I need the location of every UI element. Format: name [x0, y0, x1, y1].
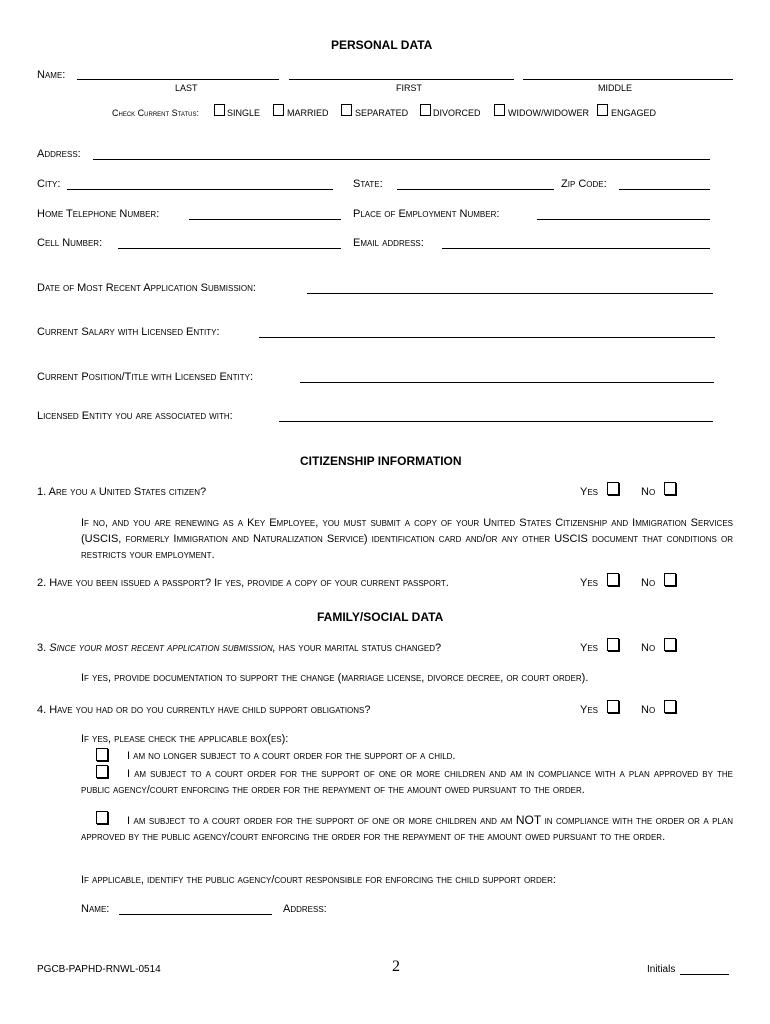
last-name-field[interactable] — [77, 79, 279, 80]
opt3-part-a: I am subject to a court order for the support of one or more children and am — [127, 815, 513, 827]
q4-no-checkbox[interactable] — [664, 700, 676, 713]
q2-no-label: No — [641, 577, 656, 589]
recent-submission-field[interactable] — [307, 293, 713, 294]
state-field[interactable] — [397, 189, 554, 190]
recent-submission-label: Date of Most Recent Application Submission: — [37, 282, 256, 294]
status-widow-label: WIDOW/WIDOWER — [508, 108, 589, 118]
child-support-opt1-checkbox[interactable] — [96, 748, 108, 761]
status-label: Check Current Status: — [112, 108, 199, 118]
agency-name-field[interactable] — [119, 914, 272, 915]
q3-italic: Since your most recent application submission, — [49, 642, 276, 654]
q3-yes-checkbox[interactable] — [607, 638, 619, 651]
status-single-checkbox[interactable] — [214, 104, 225, 116]
last-caption: LAST — [175, 83, 198, 93]
entity-label: Licensed Entity you are associated with: — [37, 410, 233, 422]
status-married-label: MARRIED — [287, 108, 329, 118]
initials-field[interactable] — [680, 974, 729, 975]
q3-rest: has your marital status changed? — [278, 642, 442, 654]
q3-text — [37, 642, 441, 654]
middle-name-field[interactable] — [523, 79, 733, 80]
city-field[interactable] — [67, 189, 333, 190]
state-label: State: — [353, 178, 383, 190]
middle-caption: MIDDLE — [598, 83, 633, 93]
email-field[interactable] — [442, 248, 710, 249]
form-code: PGCB-PAPHD-RNWL-0514 — [37, 964, 161, 975]
initials-label: Initials — [647, 964, 676, 975]
q2-no-checkbox[interactable] — [664, 573, 676, 586]
child-support-opt1-text: I am no longer subject to a court order for the support of a child. — [127, 750, 456, 762]
first-name-field[interactable] — [289, 79, 514, 80]
salary-field[interactable] — [259, 337, 715, 338]
address-field[interactable] — [93, 159, 710, 160]
q3-no-label: No — [641, 642, 656, 654]
salary-label: Current Salary with Licensed Entity: — [37, 326, 220, 338]
city-label: City: — [37, 178, 61, 190]
entity-field[interactable] — [279, 421, 713, 422]
cell-field[interactable] — [118, 248, 341, 249]
q4-instruction: If yes, please check the applicable box(es): — [81, 733, 289, 745]
employment-phone-label: Place of Employment Number: — [353, 208, 500, 220]
q2-yes-label: Yes — [580, 577, 599, 589]
q1-text: 1. Are you a United States citizen? — [37, 486, 207, 498]
cell-label: Cell Number: — [37, 237, 103, 249]
status-single-label: SINGLE — [227, 108, 261, 118]
status-widow-checkbox[interactable] — [494, 104, 505, 116]
employment-phone-field[interactable] — [537, 219, 710, 220]
name-label: Name: — [37, 69, 66, 81]
status-separated-label: SEPARATED — [355, 108, 409, 118]
status-divorced-checkbox[interactable] — [420, 104, 431, 116]
status-engaged-label: ENGAGED — [611, 108, 657, 118]
q1-no-label: No — [641, 486, 656, 498]
position-field[interactable] — [300, 382, 714, 383]
first-caption: FIRST — [396, 83, 422, 93]
status-separated-checkbox[interactable] — [341, 104, 352, 116]
zip-label: Zip Code: — [561, 178, 607, 190]
q4-yes-checkbox[interactable] — [607, 700, 619, 713]
family-heading: FAMILY/SOCIAL DATA — [317, 610, 444, 624]
address-label: Address: — [37, 148, 81, 160]
citizenship-heading: CITIZENSHIP INFORMATION — [300, 454, 462, 468]
agency-name-label: Name: — [81, 903, 110, 915]
q4-yes-label: Yes — [580, 704, 599, 716]
page-title: PERSONAL DATA — [331, 38, 433, 52]
position-label: Current Position/Title with Licensed Entity: — [37, 371, 254, 383]
q1-no-checkbox[interactable] — [664, 482, 676, 495]
q3-note: If yes, provide documentation to support the change (marriage license, divorce decree, or court order). — [81, 672, 589, 684]
q3-yes-label: Yes — [580, 642, 599, 654]
home-phone-label: Home Telephone Number: — [37, 208, 160, 220]
zip-field[interactable] — [619, 189, 710, 190]
status-engaged-checkbox[interactable] — [597, 104, 608, 116]
status-divorced-label: DIVORCED — [433, 108, 481, 118]
q3-number: 3. — [37, 642, 47, 654]
email-label: Email address: — [353, 237, 424, 249]
agency-address-label: Address: — [283, 903, 327, 915]
q4-text: 4. Have you had or do you currently have child support obligations? — [37, 704, 371, 716]
q1-note: If no, and you are renewing as a Key Employee, you must submit a copy of your United States Citizenship and Immigration Services (USCIS, formerly Immigration and Naturalization Service) identification card and/or any other USCIS document that conditions or restricts your employment. — [81, 517, 733, 561]
q4-no-label: No — [641, 704, 656, 716]
q3-no-checkbox[interactable] — [664, 638, 676, 651]
q1-yes-label: Yes — [580, 486, 599, 498]
status-married-checkbox[interactable] — [273, 104, 284, 116]
child-support-opt3-text — [81, 812, 733, 845]
child-support-opt2-text: I am subject to a court order for the support of one or more children and am in compliance with a plan approved by the public agency/court enforcing the order for the repayment of the amount owed pursuant to the order. — [81, 768, 733, 796]
page-number: 2 — [392, 958, 400, 975]
opt3-part-b: in compliance with the order or a plan approved by the public agency/court enforcing the order for the repayment of the amount owed pursuant to the order. — [81, 815, 733, 843]
q1-yes-checkbox[interactable] — [607, 482, 619, 495]
q2-yes-checkbox[interactable] — [607, 573, 619, 586]
q2-text: 2. Have you been issued a passport? If yes, provide a copy of your current passport. — [37, 577, 449, 589]
home-phone-field[interactable] — [189, 219, 341, 220]
opt3-not: NOT — [515, 813, 542, 827]
agency-prompt: If applicable, identify the public agency/court responsible for enforcing the child support order: — [81, 874, 556, 886]
